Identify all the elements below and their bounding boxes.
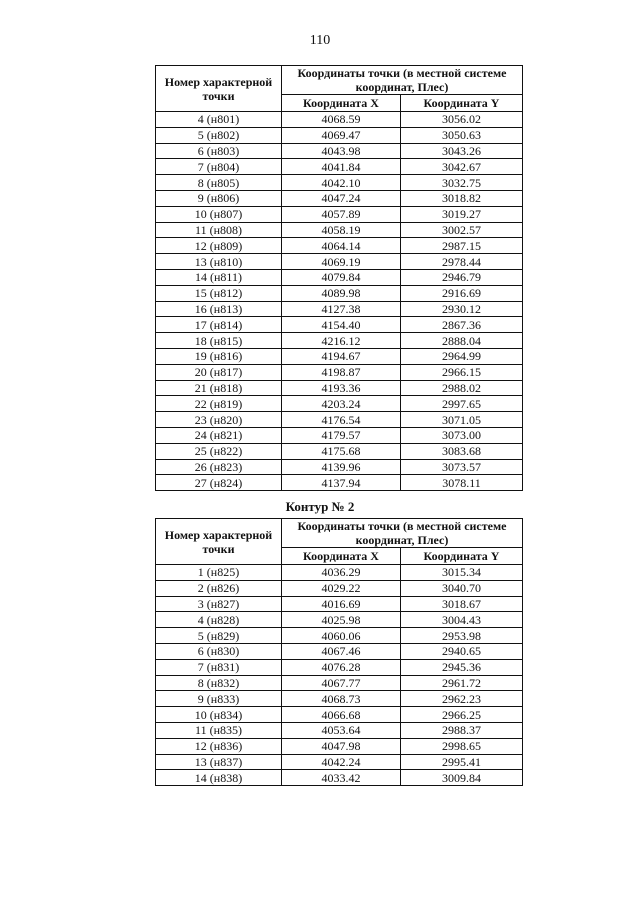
- table-row: [156, 754, 523, 770]
- point-number-cell: 11 (н835): [156, 722, 282, 738]
- point-number-cell: 22 (н819): [156, 396, 282, 412]
- table-body: [156, 565, 523, 786]
- point-number-cell: 12 (н836): [156, 738, 282, 754]
- point-number-cell: 24 (н821): [156, 427, 282, 443]
- x-coordinate-cell: 4079.84: [282, 269, 401, 285]
- y-coordinate-cell: 2961.72: [401, 675, 523, 691]
- x-coordinate-cell: 4179.57: [282, 427, 401, 443]
- table-row: [156, 675, 523, 691]
- point-number-cell: 15 (н812): [156, 285, 282, 301]
- table-row: [156, 459, 523, 475]
- y-coordinate-cell: 2966.15: [401, 364, 523, 380]
- table-row: [156, 427, 523, 443]
- table-row: [156, 612, 523, 628]
- y-coordinate-cell: 3042.67: [401, 159, 523, 175]
- y-coordinate-cell: 3004.43: [401, 612, 523, 628]
- point-number-cell: 26 (н823): [156, 459, 282, 475]
- point-number-cell: 1 (н825): [156, 565, 282, 581]
- y-coordinate-cell: 3073.57: [401, 459, 523, 475]
- table-body: [156, 112, 523, 491]
- x-coordinate-cell: 4058.19: [282, 222, 401, 238]
- y-coordinate-cell: 2930.12: [401, 301, 523, 317]
- x-coordinate-cell: 4068.73: [282, 691, 401, 707]
- table-row: [156, 707, 523, 723]
- table-row: [156, 127, 523, 143]
- y-coordinate-cell: 2966.25: [401, 707, 523, 723]
- x-coordinate-cell: 4127.38: [282, 301, 401, 317]
- x-coordinate-cell: 4041.84: [282, 159, 401, 175]
- point-number-cell: 7 (н804): [156, 159, 282, 175]
- table-row: [156, 238, 523, 254]
- point-number-cell: 4 (н801): [156, 112, 282, 128]
- table-row: [156, 565, 523, 581]
- point-number-cell: 11 (н808): [156, 222, 282, 238]
- x-coordinate-cell: 4216.12: [282, 333, 401, 349]
- point-number-cell: 10 (н807): [156, 206, 282, 222]
- y-coordinate-cell: 2988.02: [401, 380, 523, 396]
- point-number-cell: 14 (н838): [156, 770, 282, 786]
- point-number-cell: 9 (н806): [156, 190, 282, 206]
- table-row: [156, 254, 523, 270]
- point-number-cell: 10 (н834): [156, 707, 282, 723]
- x-coordinate-cell: 4137.94: [282, 475, 401, 491]
- table-row: [156, 722, 523, 738]
- coordinates-group-header: Координаты точки (в местной системе координат, Плес): [282, 519, 523, 548]
- point-number-cell: 14 (н811): [156, 269, 282, 285]
- x-coordinate-cell: 4016.69: [282, 596, 401, 612]
- x-coordinate-cell: 4076.28: [282, 659, 401, 675]
- y-coordinate-cell: 2998.65: [401, 738, 523, 754]
- point-number-cell: 19 (н816): [156, 348, 282, 364]
- x-coordinate-cell: 4025.98: [282, 612, 401, 628]
- x-coordinate-cell: 4066.68: [282, 707, 401, 723]
- table-row: [156, 285, 523, 301]
- coordinates-table-contour-1: [155, 65, 523, 491]
- point-number-cell: 5 (н829): [156, 628, 282, 644]
- x-coordinate-cell: 4042.24: [282, 754, 401, 770]
- point-number-cell: 23 (н820): [156, 412, 282, 428]
- y-coordinate-cell: 3032.75: [401, 175, 523, 191]
- x-coordinate-cell: 4047.98: [282, 738, 401, 754]
- point-number-cell: 13 (н810): [156, 254, 282, 270]
- point-number-cell: 8 (н805): [156, 175, 282, 191]
- y-coordinate-cell: 3071.05: [401, 412, 523, 428]
- table-row: [156, 412, 523, 428]
- x-coordinate-cell: 4067.77: [282, 675, 401, 691]
- x-coordinate-cell: 4036.29: [282, 565, 401, 581]
- x-coordinate-cell: 4057.89: [282, 206, 401, 222]
- x-coordinate-cell: 4198.87: [282, 364, 401, 380]
- y-coordinate-cell: 3040.70: [401, 580, 523, 596]
- point-number-cell: 7 (н831): [156, 659, 282, 675]
- y-coordinate-cell: 2962.23: [401, 691, 523, 707]
- y-coordinate-cell: 3009.84: [401, 770, 523, 786]
- contour-2-title: Контур № 2: [285, 499, 355, 514]
- table-row: [156, 475, 523, 491]
- table-row: [156, 112, 523, 128]
- x-coordinate-cell: 4176.54: [282, 412, 401, 428]
- x-coordinate-cell: 4043.98: [282, 143, 401, 159]
- y-coordinate-cell: 3018.82: [401, 190, 523, 206]
- x-coordinate-cell: 4069.47: [282, 127, 401, 143]
- x-coordinate-cell: 4175.68: [282, 443, 401, 459]
- table-row: [156, 269, 523, 285]
- y-coordinate-cell: 3043.26: [401, 143, 523, 159]
- y-coordinate-cell: 2995.41: [401, 754, 523, 770]
- point-number-cell: 9 (н833): [156, 691, 282, 707]
- x-coordinate-cell: 4154.40: [282, 317, 401, 333]
- table-row: [156, 396, 523, 412]
- table-row: [156, 206, 523, 222]
- point-number-cell: 8 (н832): [156, 675, 282, 691]
- point-number-cell: 27 (н824): [156, 475, 282, 491]
- page-number: 110: [309, 33, 331, 48]
- x-coordinate-cell: 4089.98: [282, 285, 401, 301]
- y-coordinate-cell: 2978.44: [401, 254, 523, 270]
- coordinates-group-header: Координаты точки (в местной системе координат, Плес): [282, 66, 523, 95]
- y-coordinate-cell: 2953.98: [401, 628, 523, 644]
- y-coordinate-cell: 3002.57: [401, 222, 523, 238]
- table-row: [156, 364, 523, 380]
- table-row: [156, 770, 523, 786]
- table-row: [156, 738, 523, 754]
- point-number-cell: 20 (н817): [156, 364, 282, 380]
- table-row: [156, 348, 523, 364]
- x-coordinate-cell: 4047.24: [282, 190, 401, 206]
- table-row: [156, 222, 523, 238]
- point-number-cell: 6 (н830): [156, 643, 282, 659]
- y-coordinate-cell: 2867.36: [401, 317, 523, 333]
- point-number-header: Номер характерной точки: [156, 66, 282, 112]
- x-coordinate-header: Координата X: [282, 95, 401, 112]
- x-coordinate-cell: 4053.64: [282, 722, 401, 738]
- x-coordinate-cell: 4194.67: [282, 348, 401, 364]
- point-number-cell: 18 (н815): [156, 333, 282, 349]
- y-coordinate-cell: 3018.67: [401, 596, 523, 612]
- point-number-cell: 25 (н822): [156, 443, 282, 459]
- y-coordinate-header: Координата Y: [401, 95, 523, 112]
- point-number-cell: 5 (н802): [156, 127, 282, 143]
- point-number-cell: 6 (н803): [156, 143, 282, 159]
- y-coordinate-cell: 2987.15: [401, 238, 523, 254]
- y-coordinate-cell: 3050.63: [401, 127, 523, 143]
- x-coordinate-cell: 4029.22: [282, 580, 401, 596]
- y-coordinate-cell: 2946.79: [401, 269, 523, 285]
- table-row: [156, 643, 523, 659]
- y-coordinate-cell: 3019.27: [401, 206, 523, 222]
- table-row: [156, 333, 523, 349]
- y-coordinate-cell: 3073.00: [401, 427, 523, 443]
- table-row: [156, 596, 523, 612]
- point-number-cell: 13 (н837): [156, 754, 282, 770]
- y-coordinate-cell: 2945.36: [401, 659, 523, 675]
- y-coordinate-cell: 3083.68: [401, 443, 523, 459]
- y-coordinate-header: Координата Y: [401, 548, 523, 565]
- table-row: [156, 443, 523, 459]
- x-coordinate-cell: 4069.19: [282, 254, 401, 270]
- point-number-header: Номер характерной точки: [156, 519, 282, 565]
- table-row: [156, 143, 523, 159]
- table-row: [156, 380, 523, 396]
- table-row: [156, 301, 523, 317]
- table-row: [156, 317, 523, 333]
- x-coordinate-cell: 4068.59: [282, 112, 401, 128]
- x-coordinate-cell: 4139.96: [282, 459, 401, 475]
- point-number-cell: 16 (н813): [156, 301, 282, 317]
- table-row: [156, 691, 523, 707]
- y-coordinate-cell: 3056.02: [401, 112, 523, 128]
- point-number-cell: 3 (н827): [156, 596, 282, 612]
- table-row: [156, 580, 523, 596]
- point-number-cell: 21 (н818): [156, 380, 282, 396]
- table-row: [156, 659, 523, 675]
- point-number-cell: 2 (н826): [156, 580, 282, 596]
- y-coordinate-cell: 2964.99: [401, 348, 523, 364]
- x-coordinate-cell: 4064.14: [282, 238, 401, 254]
- x-coordinate-cell: 4067.46: [282, 643, 401, 659]
- y-coordinate-cell: 2988.37: [401, 722, 523, 738]
- x-coordinate-cell: 4033.42: [282, 770, 401, 786]
- table-row: [156, 159, 523, 175]
- y-coordinate-cell: 2888.04: [401, 333, 523, 349]
- y-coordinate-cell: 2916.69: [401, 285, 523, 301]
- point-number-cell: 17 (н814): [156, 317, 282, 333]
- table-row: [156, 190, 523, 206]
- table-row: [156, 628, 523, 644]
- y-coordinate-cell: 3015.34: [401, 565, 523, 581]
- x-coordinate-header: Координата X: [282, 548, 401, 565]
- x-coordinate-cell: 4042.10: [282, 175, 401, 191]
- table-row: [156, 175, 523, 191]
- coordinates-table-contour-2: [155, 518, 523, 786]
- point-number-cell: 4 (н828): [156, 612, 282, 628]
- y-coordinate-cell: 3078.11: [401, 475, 523, 491]
- point-number-cell: 12 (н809): [156, 238, 282, 254]
- x-coordinate-cell: 4203.24: [282, 396, 401, 412]
- x-coordinate-cell: 4060.06: [282, 628, 401, 644]
- y-coordinate-cell: 2997.65: [401, 396, 523, 412]
- y-coordinate-cell: 2940.65: [401, 643, 523, 659]
- x-coordinate-cell: 4193.36: [282, 380, 401, 396]
